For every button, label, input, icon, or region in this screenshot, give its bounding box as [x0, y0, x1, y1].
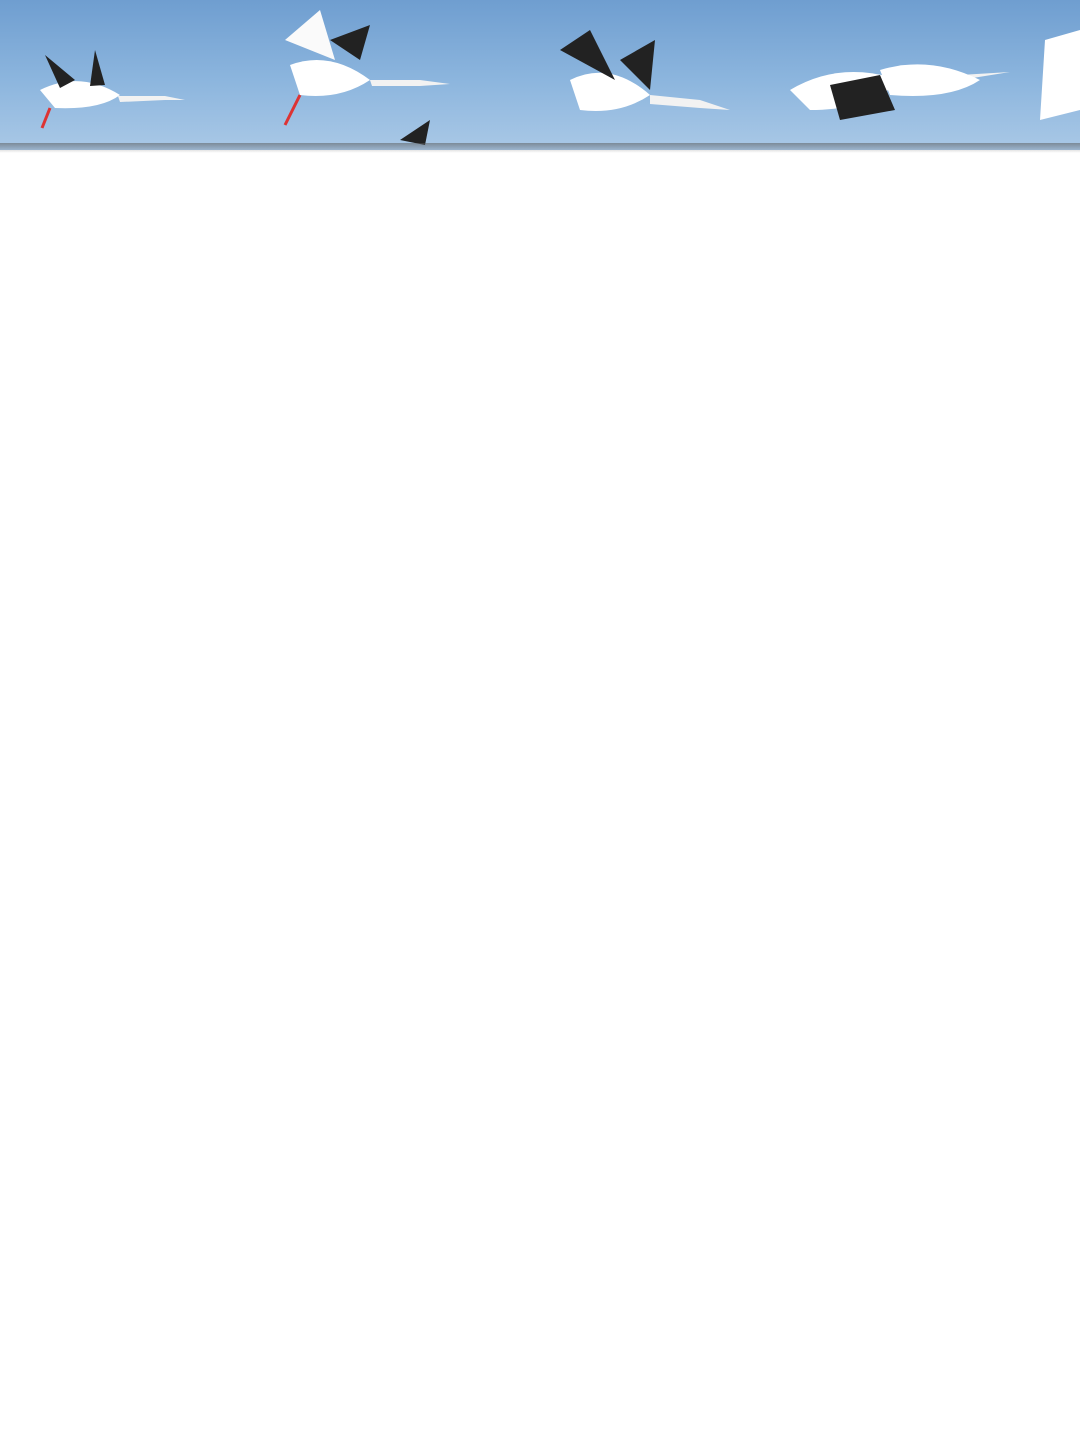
crane-1 [40, 50, 185, 128]
banner-shadow [0, 143, 1080, 153]
header-banner-image [0, 0, 1080, 150]
crane-3 [400, 30, 730, 145]
cranes-illustration [0, 0, 1080, 150]
crane-4 [790, 30, 1080, 120]
crane-2 [285, 10, 450, 125]
